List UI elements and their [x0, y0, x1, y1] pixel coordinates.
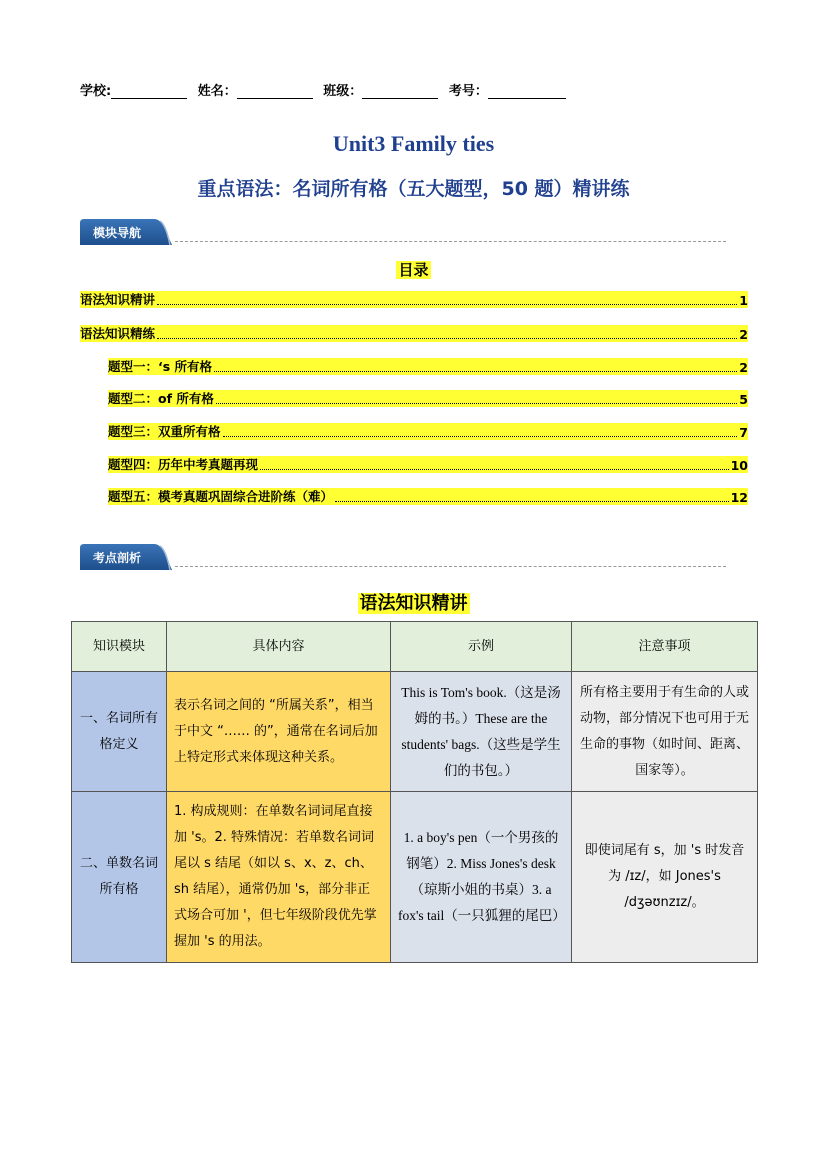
table-row: [72, 672, 758, 792]
toc-item[interactable]: 语法知识精练 2: [80, 326, 748, 342]
example-cell: This is Tom's book.（这是汤姆的书。）These are the students' bags.（这些是学生们的书包。）: [391, 672, 572, 792]
class-label: 班级：: [323, 84, 363, 99]
note-cell: 所有格主要用于有生命的人或动物，部分情况下也可用于无生命的事物（如时间、距离、国家等）。: [572, 672, 758, 792]
column-header: 知识模块: [72, 622, 167, 672]
analysis-label: 考点剖析: [93, 551, 142, 565]
toc-item[interactable]: 题型一：‘s 所有格 2: [108, 359, 748, 375]
student-info-line: [80, 80, 572, 99]
module-cell: 二、单数名词所有格: [72, 792, 167, 963]
knowledge-table: [71, 621, 758, 963]
module-nav-header: [80, 219, 726, 245]
toc-item[interactable]: 题型二：of 所有格 5: [108, 391, 748, 407]
column-header: 具体内容: [167, 622, 391, 672]
page-title: Unit3 Family ties: [332, 131, 495, 156]
section-heading: 语法知识精讲: [359, 593, 468, 614]
school-blank[interactable]: [111, 84, 187, 99]
name-label: 姓名：: [197, 84, 237, 99]
divider: [175, 241, 726, 242]
module-cell: 一、名词所有格定义: [72, 672, 167, 792]
exam-number-blank[interactable]: [488, 84, 566, 99]
exam-number-label: 考号：: [448, 84, 488, 99]
toc-item[interactable]: 题型三：双重所有格 7: [108, 424, 748, 440]
page-subtitle: 重点语法：名词所有格（五大题型，50 题）精讲练: [197, 178, 630, 200]
school-label: 学校:: [80, 84, 112, 99]
class-blank[interactable]: [362, 84, 438, 99]
column-header: 示例: [391, 622, 572, 672]
table-row: [72, 792, 758, 963]
table-header-row: [72, 622, 758, 672]
example-cell: 1. a boy's pen（一个男孩的钢笔）2. Miss Jones's desk（琼斯小姐的书桌）3. a fox's tail（一只狐狸的尾巴）: [391, 792, 572, 963]
column-header: 注意事项: [572, 622, 758, 672]
note-cell: 即使词尾有 s，加 's 时发音为 /ɪz/，如 Jones's /dʒəʊnzɪz/。: [572, 792, 758, 963]
toc-title: 目录: [398, 261, 429, 279]
analysis-header: [80, 544, 726, 570]
content-cell: 1. 构成规则：在单数名词词尾直接加 's。2. 特殊情况：若单数名词词尾以 s 结尾（如以 s、x、z、ch、sh 结尾），通常仍加 's，部分非正式场合可加 '，但七年级阶段优先掌握加 's 的用法。: [167, 792, 391, 963]
name-blank[interactable]: [237, 84, 313, 99]
module-nav-label: 模块导航: [93, 226, 142, 240]
divider: [175, 566, 726, 567]
toc-item[interactable]: 题型四：历年中考真题再现 10: [108, 457, 748, 473]
toc-item[interactable]: 语法知识精讲 1: [80, 292, 748, 308]
content-cell: 表示名词之间的 “所属关系”，相当于中文 “…… 的”，通常在名词后加上特定形式来体现这种关系。: [167, 672, 391, 792]
toc-item[interactable]: 题型五：模考真题巩固综合进阶练（难） 12: [108, 489, 748, 505]
